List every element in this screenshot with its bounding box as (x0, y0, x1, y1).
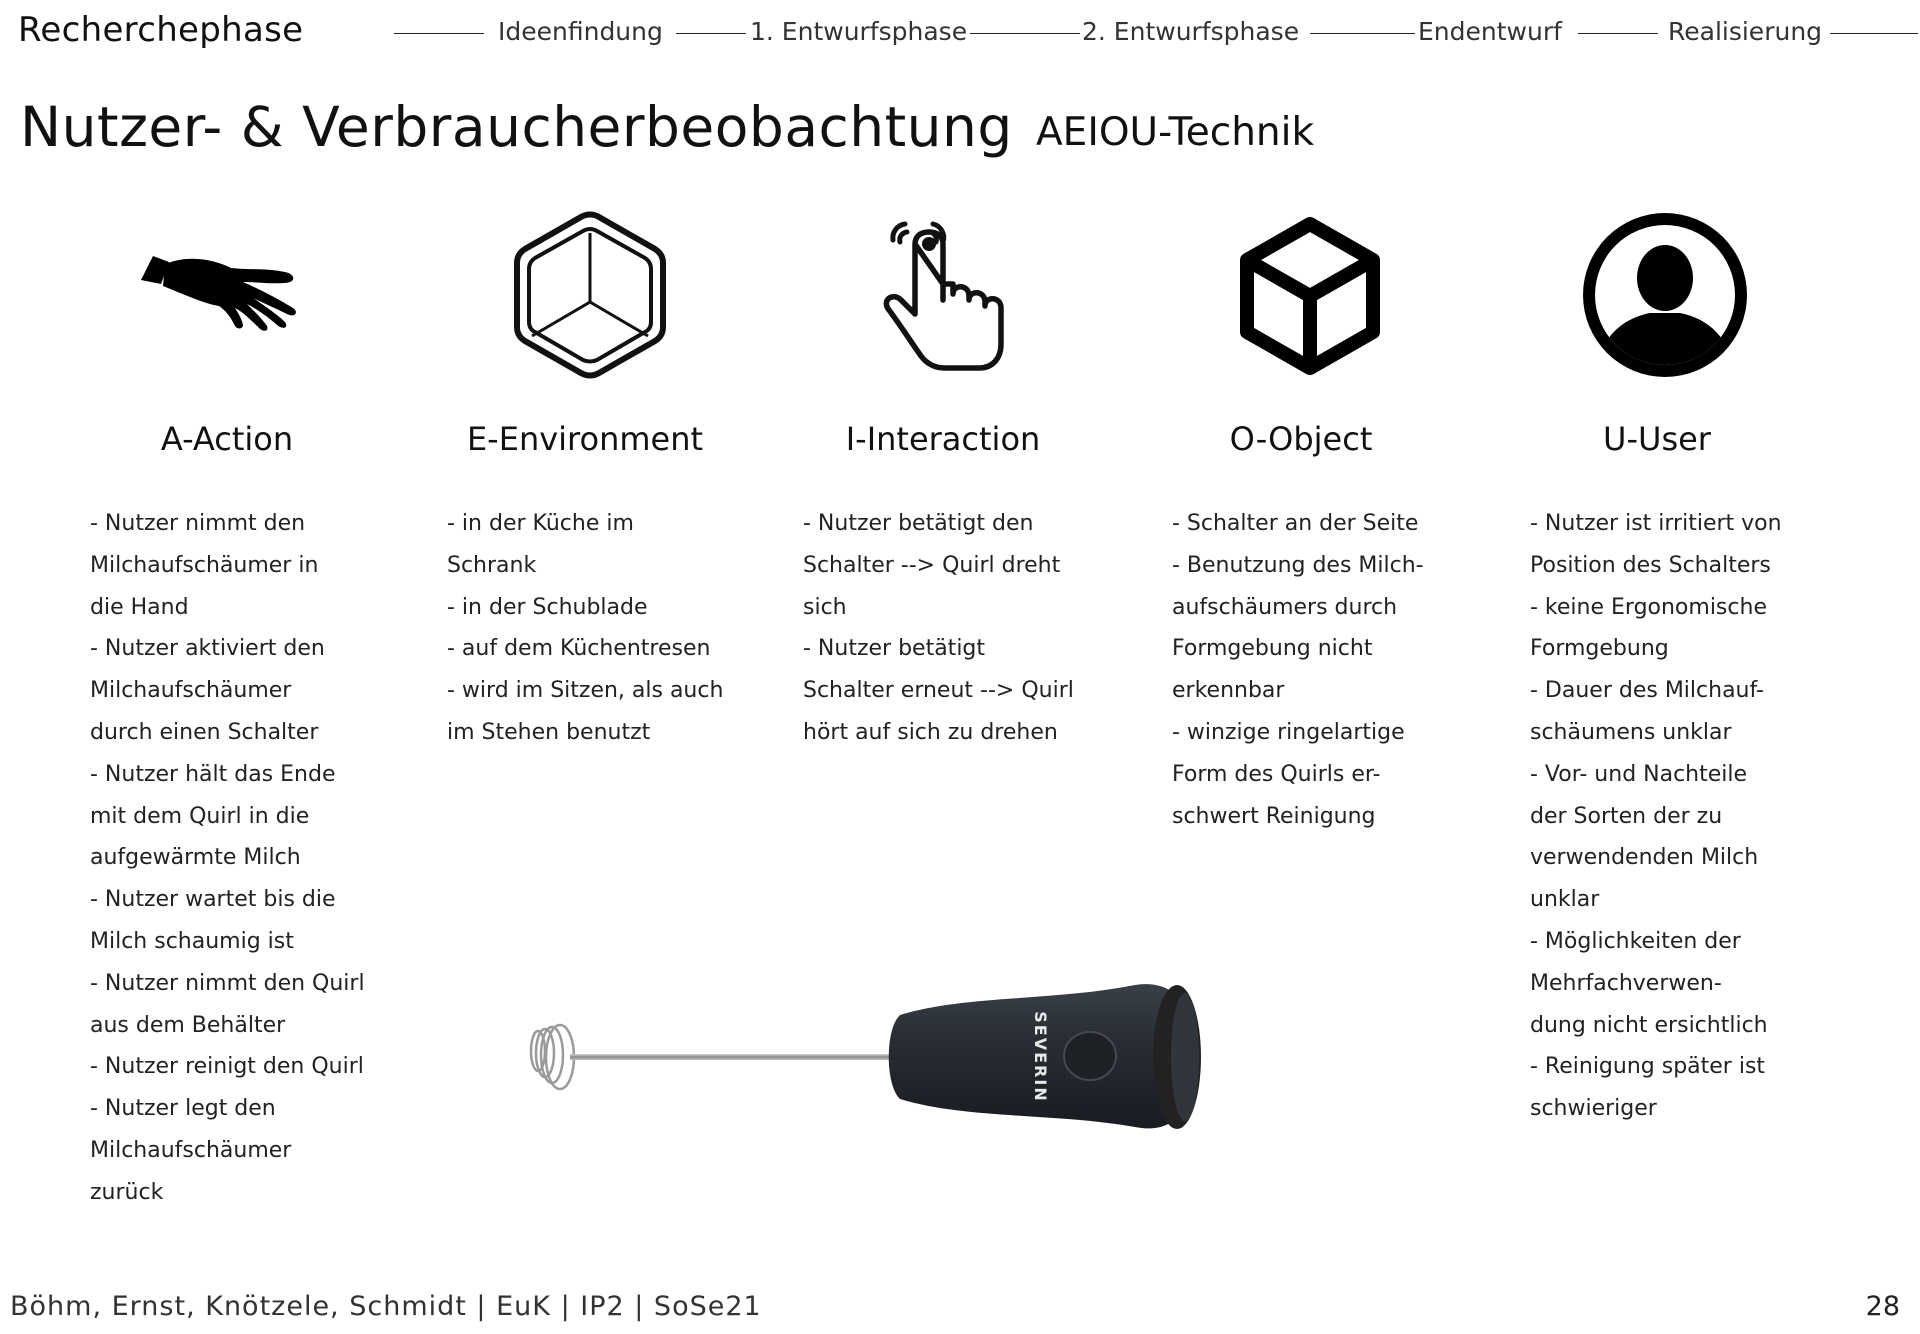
list-item: Position des Schalters (1530, 552, 1771, 578)
heading-interaction: I-Interaction (845, 420, 1041, 458)
list-item: - Reinigung später ist (1530, 1054, 1766, 1080)
page-title: Nutzer- & Verbraucherbeobachtung (20, 95, 1013, 159)
list-item: - wird im Sitzen, als auch (447, 678, 724, 704)
list-item: hört auf sich zu drehen (803, 719, 1058, 745)
user-icon (1580, 210, 1750, 380)
list-item: - in der Schublade (447, 594, 648, 620)
list-item: Schrank (447, 552, 537, 578)
phase-step-entwurfsphase-2: 2. Entwurfsphase (1082, 17, 1300, 46)
list-item: im Stehen benutzt (447, 719, 651, 745)
page-subtitle: AEIOU-Technik (1036, 110, 1315, 155)
heading-object: O-Object (1229, 420, 1373, 458)
list-item: Form des Quirls er- (1172, 761, 1381, 787)
current-phase: Recherchephase (18, 10, 304, 50)
object-list (1172, 503, 1424, 837)
phase-connector (1578, 33, 1658, 34)
list-item: - Dauer des Milchauf- (1530, 678, 1764, 704)
list-item: Schalter --> Quirl dreht (803, 552, 1061, 578)
phase-connector (394, 33, 484, 34)
list-item: dung nicht ersichtlich (1530, 1012, 1768, 1038)
page-number: 28 (1865, 1291, 1900, 1322)
list-item: - Nutzer wartet bis die (90, 887, 336, 913)
list-item: - keine Ergonomische (1530, 594, 1767, 620)
list-item: - Nutzer hält das Ende (90, 761, 336, 787)
list-item: - Benutzung des Milch- (1172, 552, 1424, 578)
list-item: Milch schaumig ist (90, 928, 294, 954)
interaction-list (803, 503, 1074, 754)
list-item: - Nutzer betätigt (803, 636, 986, 662)
phase-step-realisierung: Realisierung (1668, 17, 1823, 46)
list-item: unklar (1530, 887, 1600, 913)
list-item: der Sorten der zu (1530, 803, 1723, 829)
list-item: aus dem Behälter (90, 1012, 286, 1038)
list-item: sich (803, 594, 847, 620)
phase-step-ideenfindung: Ideenfindung (498, 17, 663, 46)
heading-user: U-User (1603, 420, 1711, 458)
list-item: die Hand (90, 594, 189, 620)
list-item: - Nutzer legt den (90, 1096, 276, 1122)
list-item: - auf dem Küchentresen (447, 636, 711, 662)
list-item: schwieriger (1530, 1096, 1657, 1122)
list-item: schäumens unklar (1530, 719, 1732, 745)
list-item: mit dem Quirl in die (90, 803, 310, 829)
list-item: Milchaufschäumer (90, 1137, 292, 1163)
heading-action: A-Action (160, 420, 294, 458)
phase-step-endentwurf: Endentwurf (1418, 17, 1562, 46)
list-item: zurück (90, 1179, 164, 1205)
phase-bar (0, 0, 1920, 70)
list-item: - Nutzer aktiviert den (90, 636, 325, 662)
list-item: - Nutzer betätigt den (803, 511, 1034, 536)
list-item: verwendenden Milch (1530, 845, 1759, 871)
hand-icon (135, 210, 305, 380)
list-item: - in der Küche im (447, 511, 634, 536)
list-item: Milchaufschäumer in (90, 552, 319, 578)
list-item: - Vor- und Nachteile (1530, 761, 1748, 787)
action-list (90, 503, 365, 1214)
heading-environment: E-Environment (466, 420, 704, 458)
list-item: - Nutzer reinigt den Quirl (90, 1054, 364, 1080)
list-item: - Möglichkeiten der (1530, 928, 1741, 954)
list-item: - Nutzer nimmt den (90, 511, 306, 536)
environment-list (447, 503, 723, 754)
footer-authors: Böhm, Ernst, Knötzele, Schmidt | EuK | IP2 | SoSe21 (10, 1291, 762, 1322)
phase-step-entwurfsphase-1: 1. Entwurfsphase (750, 17, 968, 46)
brand-label: SEVERIN (1031, 1011, 1050, 1103)
list-item: - winzige ringelartige (1172, 719, 1405, 745)
list-item: Mehrfachverwen- (1530, 970, 1722, 996)
list-item: erkennbar (1172, 678, 1285, 704)
touch-icon (865, 210, 1035, 380)
list-item: Schalter erneut --> Quirl (803, 678, 1074, 704)
list-item: Milchaufschäumer (90, 678, 292, 704)
list-item: aufgewärmte Milch (90, 845, 301, 871)
list-item: schwert Reinigung (1172, 803, 1376, 829)
list-item: - Nutzer ist irritiert von (1530, 511, 1782, 536)
list-item: durch einen Schalter (90, 719, 319, 745)
phase-connector (676, 33, 746, 34)
phase-connector (970, 33, 1080, 34)
phase-connector (1310, 33, 1415, 34)
whisk-head (531, 1025, 574, 1089)
list-item: - Nutzer nimmt den Quirl (90, 970, 365, 996)
list-item: aufschäumers durch (1172, 594, 1398, 620)
list-item: Formgebung (1530, 636, 1669, 662)
cube-icon (1225, 210, 1395, 380)
milk-frother-image (495, 975, 1345, 1145)
phase-connector (1830, 33, 1918, 34)
list-item: - Schalter an der Seite (1172, 511, 1419, 536)
user-list (1530, 503, 1782, 1130)
list-item: Formgebung nicht (1172, 636, 1373, 662)
hexagon-cube-icon (505, 210, 675, 380)
